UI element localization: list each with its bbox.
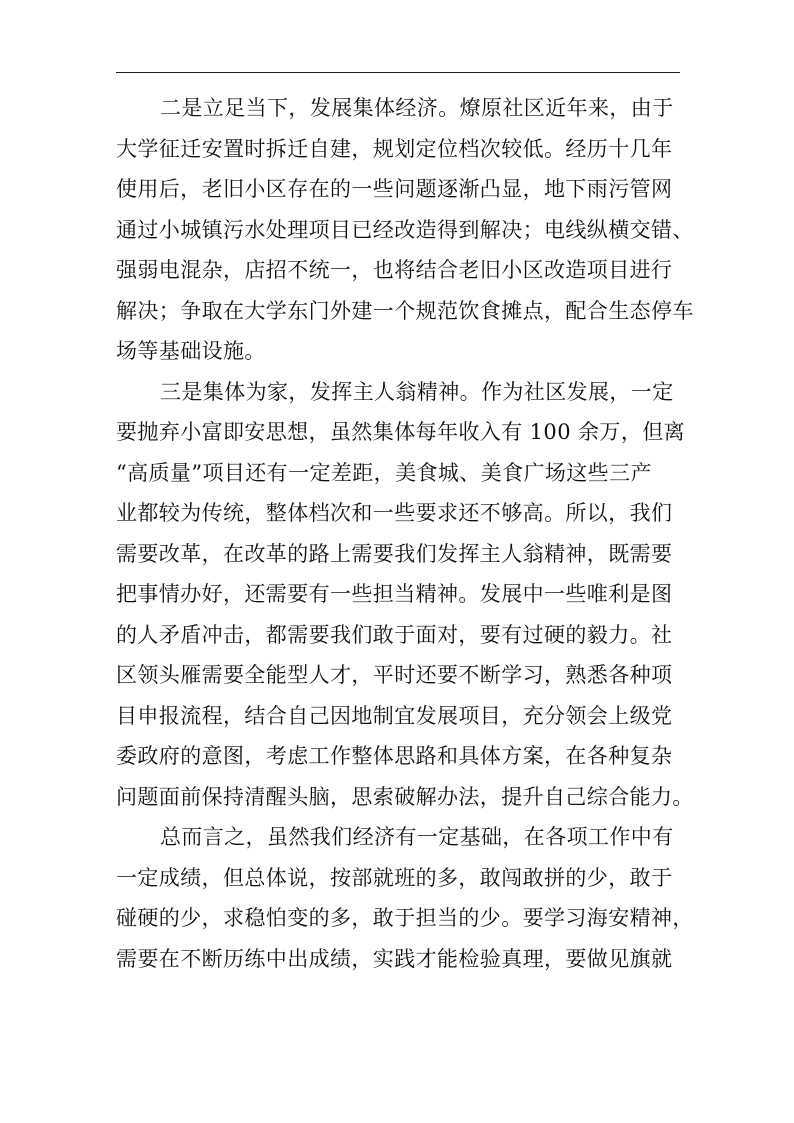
text-line: 的人矛盾冲击，都需要我们敢于面对，要有过硬的毅力。社 (116, 622, 673, 647)
text-line: 业都较为传统，整体档次和一些要求还不够高。所以，我们 (116, 501, 673, 525)
text-line: 解决；争取在大学东门外建一个规范饮食摊点，配合生态停车 (116, 298, 694, 323)
text-line: 区领头雁需要全能型人才，平时还要不断学习，熟悉各种项 (116, 663, 673, 687)
text-line: 强弱电混杂，店招不统一，也将结合老旧小区改造项目进行 (116, 258, 673, 282)
text-line: 二是立足当下，发展集体经济。燎原社区近年来，由于 (160, 96, 674, 120)
text-line: 大学征迁安置时拆迁自建，规划定位档次较低。经历十几年 (116, 136, 673, 161)
text-line: 委政府的意图，考虑工作整体思路和具体方案，在各种复杂 (116, 744, 673, 768)
text-line: 一定成绩，但总体说，按部就班的多，敢闯敢拼的少，敢于 (116, 865, 673, 890)
text-line: 三是集体为家，发挥主人翁精神。作为社区发展，一定 (160, 379, 674, 404)
text-line: 使用后，老旧小区存在的一些问题逐渐凸显，地下雨污管网 (116, 177, 673, 201)
text-line: 问题面前保持清醒头脑，思索破解办法，提升自己综合能力。 (116, 784, 694, 809)
paragraph-develop-collective-economy (116, 88, 694, 372)
text-line: 把事情办好，还需要有一些担当精神。发展中一些唯利是图 (116, 582, 673, 606)
paragraph-summary (116, 817, 694, 979)
text-line: 目申报流程，结合自己因地制宜发展项目，充分领会上级党 (116, 703, 673, 728)
text-line: 总而言之，虽然我们经济有一定基础，在各项工作中有 (160, 825, 674, 849)
header-rule (116, 72, 680, 73)
paragraph-ownership-spirit (116, 372, 694, 818)
text-line: 碰硬的少，求稳怕变的多，敢于担当的少。要学习海安精神， (116, 906, 694, 930)
text-line: 需要在不断历练中出成绩，实践才能检验真理，要做见旗就 (116, 946, 673, 971)
text-line: 要抛弃小富即安思想，虽然集体每年收入有 100 余万，但离 (116, 420, 686, 444)
document-body (116, 88, 694, 979)
text-line: 通过小城镇污水处理项目已经改造得到解决；电线纵横交错、 (116, 217, 694, 242)
text-line: “高质量”项目还有一定差距，美食城、美食广场这些三产 (116, 460, 652, 485)
text-line: 需要改革，在改革的路上需要我们发挥主人翁精神，既需要 (116, 541, 673, 566)
text-line: 场等基础设施。 (116, 339, 266, 363)
